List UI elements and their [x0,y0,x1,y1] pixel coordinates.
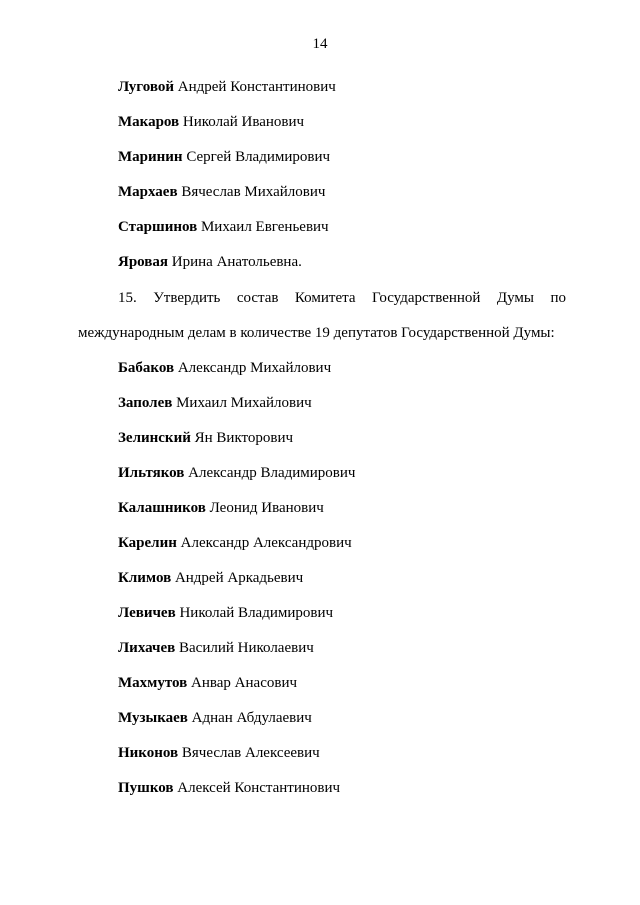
list-item [118,637,578,672]
paragraph-word: Утвердить [153,290,221,306]
paragraph-line: международным делам в количестве 19 депутатов Государственной Думы: [78,325,555,341]
list-item [118,251,578,286]
member-given-name: Ян Викторович [194,430,294,446]
member-given-name: Алексей Константинович [177,780,341,796]
list-item [118,777,578,812]
member-given-name: Михаил Михайлович [176,395,312,411]
member-surname: Пушков [118,780,174,796]
list-item [118,427,578,462]
member-given-name: Александр Михайлович [177,360,332,376]
paragraph-word: 15. [118,290,137,306]
list-item [118,76,578,111]
member-surname: Калашников [118,500,206,516]
list-item [118,216,578,251]
paragraph-line [78,287,566,309]
member-given-name: Сергей Владимирович [186,149,331,165]
member-given-name: Николай Иванович [182,114,305,130]
list-item [118,602,578,637]
member-surname: Музыкаев [118,710,188,726]
list-item [118,497,578,532]
list-item [118,462,578,497]
list-item [118,181,578,216]
member-surname: Ильтяков [118,465,185,481]
member-given-name: Василий Николаевич [179,640,314,656]
paragraph-word: по [550,290,566,306]
paragraph-word: состав [236,290,279,306]
member-surname: Луговой [118,79,175,95]
committee-list-previous [118,76,578,286]
list-item [118,567,578,602]
member-surname: Бабаков [118,360,175,376]
paragraph-word: Комитета [294,290,356,306]
paragraph-word: Думы [496,290,534,306]
member-given-name: Ирина Анатольевна. [171,254,302,270]
member-surname: Лихачев [118,640,176,656]
member-surname: Яровая [118,254,169,270]
member-given-name: Николай Владимирович [179,605,334,621]
list-item [118,357,578,392]
list-item [118,707,578,742]
committee-list-international-affairs [118,357,578,812]
member-given-name: Анвар Анасович [191,675,298,691]
member-given-name: Александр Александрович [180,535,352,551]
member-surname: Старшинов [118,219,198,235]
list-item [118,742,578,777]
list-item [118,146,578,181]
list-item [118,672,578,707]
member-given-name: Александр Владимирович [188,465,356,481]
member-given-name: Вячеслав Михайлович [181,184,326,200]
member-surname: Левичев [118,605,176,621]
member-surname: Заполев [118,395,173,411]
member-surname: Карелин [118,535,177,551]
member-surname: Зелинский [118,430,191,446]
list-item [118,532,578,567]
member-given-name: Аднан Абдулаевич [191,710,312,726]
member-given-name: Михаил Евгеньевич [200,219,329,235]
paragraph-word: Государственной [371,290,481,306]
member-surname: Никонов [118,745,179,761]
member-given-name: Леонид Иванович [209,500,324,516]
page-number: 14 [312,36,328,52]
member-surname: Махмутов [118,675,188,691]
member-surname: Мархаев [118,184,178,200]
member-surname: Макаров [118,114,180,130]
member-surname: Климов [118,570,172,586]
list-item [118,392,578,427]
member-surname: Маринин [118,149,183,165]
member-given-name: Андрей Константинович [177,79,336,95]
member-given-name: Андрей Аркадьевич [174,570,304,586]
paragraph-15 [78,287,566,344]
member-given-name: Вячеслав Алексеевич [181,745,320,761]
list-item [118,111,578,146]
